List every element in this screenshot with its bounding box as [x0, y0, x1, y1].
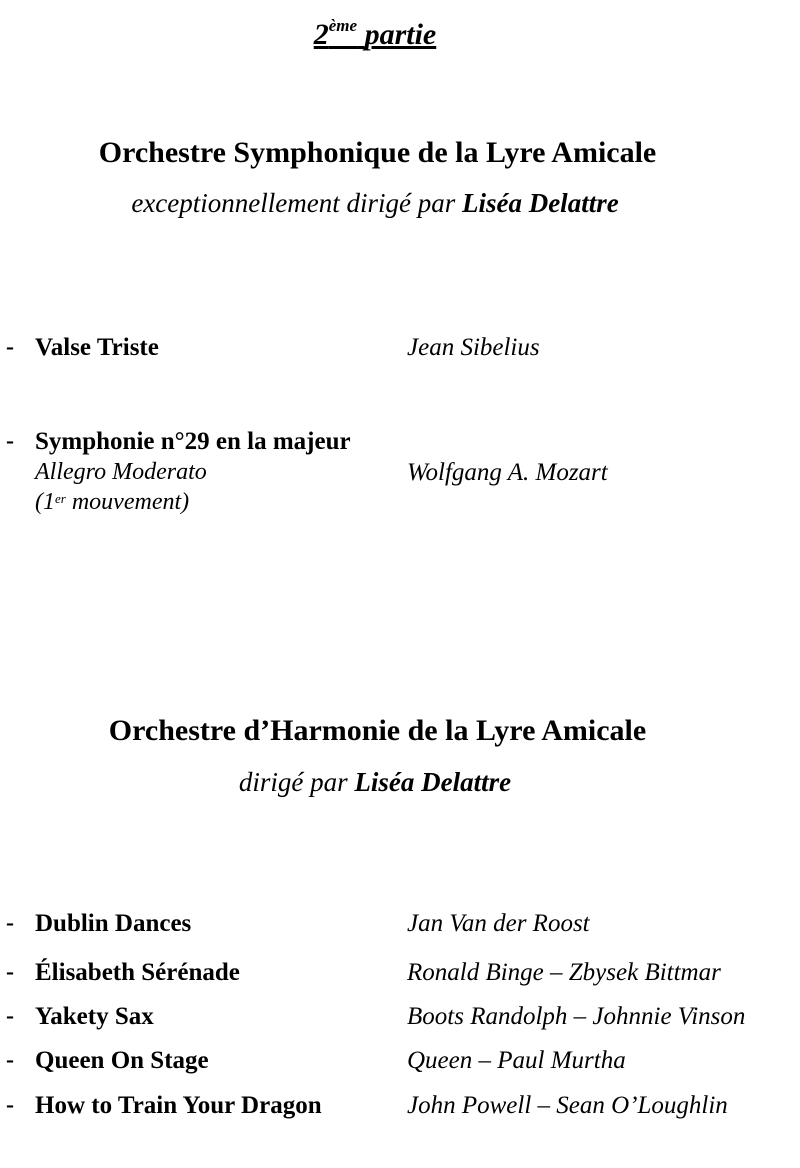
piece-title: Dublin Dances — [35, 910, 192, 937]
list-dash: - — [6, 959, 14, 985]
orchestra-title-symphonique: Orchestre Symphonique de la Lyre Amicale — [98, 136, 657, 169]
part-word: partie — [364, 18, 437, 51]
list-dash: - — [6, 1003, 14, 1029]
piece-title: Queen On Stage — [35, 1047, 209, 1074]
part-number: 2 — [313, 18, 329, 51]
piece-title: Symphonie n°29 en la majeur — [35, 428, 351, 455]
list-dash: - — [6, 334, 14, 360]
piece-composer: Ronald Binge – Zbysek Bittmar — [407, 959, 721, 986]
orchestra-title-harmonie: Orchestre d’Harmonie de la Lyre Amicale — [108, 714, 647, 747]
part-superscript: ème — [328, 16, 358, 35]
piece-composer: Jan Van der Roost — [407, 910, 590, 937]
piece-subtitle: Allegro Moderato — [35, 459, 207, 485]
conductor-name: Liséa Delattre — [354, 767, 512, 797]
piece-title: How to Train Your Dragon — [35, 1092, 322, 1119]
piece-movement: (1er mouvement) — [35, 489, 190, 515]
piece-title: Yakety Sax — [35, 1003, 154, 1030]
part-title — [0, 18, 750, 52]
list-dash: - — [6, 910, 14, 936]
piece-composer: John Powell – Sean O’Loughlin — [407, 1092, 728, 1119]
piece-composer: Queen – Paul Murtha — [407, 1047, 626, 1074]
list-dash: - — [6, 1092, 14, 1118]
conductor-line-2 — [0, 767, 750, 798]
conductor-line-1 — [0, 188, 750, 219]
conductor-prefix: exceptionnellement dirigé par — [131, 188, 456, 218]
piece-title: Élisabeth Sérénade — [35, 959, 240, 986]
conductor-name: Liséa Delattre — [461, 188, 619, 218]
conductor-prefix: dirigé par — [238, 767, 348, 797]
list-dash: - — [6, 428, 14, 454]
piece-composer: Jean Sibelius — [407, 334, 540, 361]
piece-title: Valse Triste — [35, 334, 159, 361]
list-dash: - — [6, 1047, 14, 1073]
piece-composer: Wolfgang A. Mozart — [407, 459, 608, 486]
piece-composer: Boots Randolph – Johnnie Vinson — [407, 1003, 746, 1030]
